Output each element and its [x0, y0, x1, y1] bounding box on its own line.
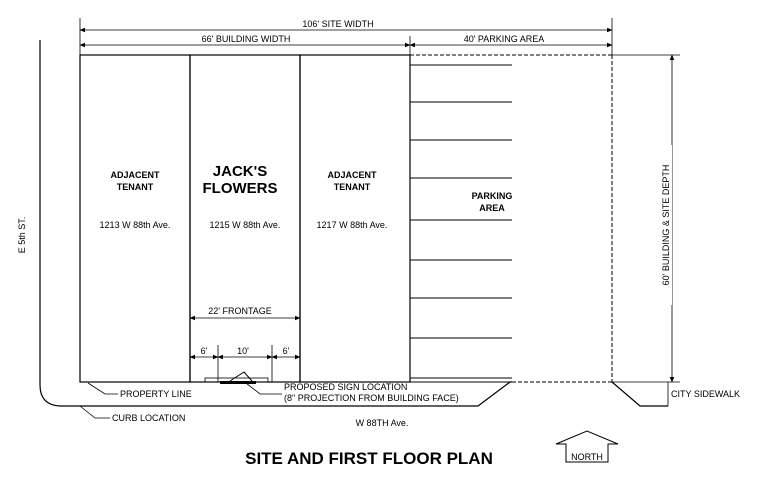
unit-1217-address: 1217 W 88th Ave.: [316, 220, 388, 230]
parking-label-line2: AREA: [479, 203, 505, 213]
unit-1213: [80, 55, 190, 382]
left-offset-label: 6': [200, 346, 208, 356]
plan-title: SITE AND FIRST FLOOR PLAN: [245, 449, 493, 468]
parking-width-label: 40' PARKING AREA: [463, 34, 545, 44]
depth-label: 60' BUILDING & SITE DEPTH: [661, 164, 671, 286]
unit-1217-name-line1: ADJACENT: [327, 170, 377, 180]
unit-1215-jacks-flowers: [190, 55, 300, 382]
side-street-label: E 5th ST.: [17, 216, 27, 254]
unit-1213-name-line1: ADJACENT: [110, 170, 160, 180]
unit-1215-name-line2: FLOWERS: [202, 180, 278, 197]
unit-1213-name-line2: TENANT: [116, 182, 154, 192]
parking-label-line1: PARKING: [471, 191, 513, 201]
unit-1217: [300, 55, 410, 382]
unit-1217-name-line2: TENANT: [333, 182, 371, 192]
unit-1213-address: 1213 W 88th Ave.: [99, 220, 171, 230]
proposed-sign: [205, 372, 268, 384]
sign-location-label-line1: PROPOSED SIGN LOCATION: [284, 382, 408, 392]
front-street-label: W 88TH Ave.: [355, 418, 409, 428]
building-width-label: 66' BUILDING WIDTH: [201, 34, 291, 44]
sign-location-label-line2: (8" PROJECTION FROM BUILDING FACE): [284, 393, 459, 403]
unit-1215-address: 1215 W 88th Ave.: [209, 220, 281, 230]
site-width-label: 106' SITE WIDTH: [302, 19, 374, 29]
property-line-label: PROPERTY LINE: [120, 389, 192, 399]
curb-location-label: CURB LOCATION: [112, 413, 186, 423]
right-offset-label: 6': [282, 346, 290, 356]
sign-width-label: 10': [237, 346, 249, 356]
north-label: NORTH: [571, 452, 603, 462]
unit-1215-name-line1: JACK'S: [212, 163, 268, 180]
parking-area: [410, 55, 612, 382]
frontage-label: 22' FRONTAGE: [208, 306, 272, 316]
city-sidewalk-label: CITY SIDEWALK: [671, 389, 741, 399]
